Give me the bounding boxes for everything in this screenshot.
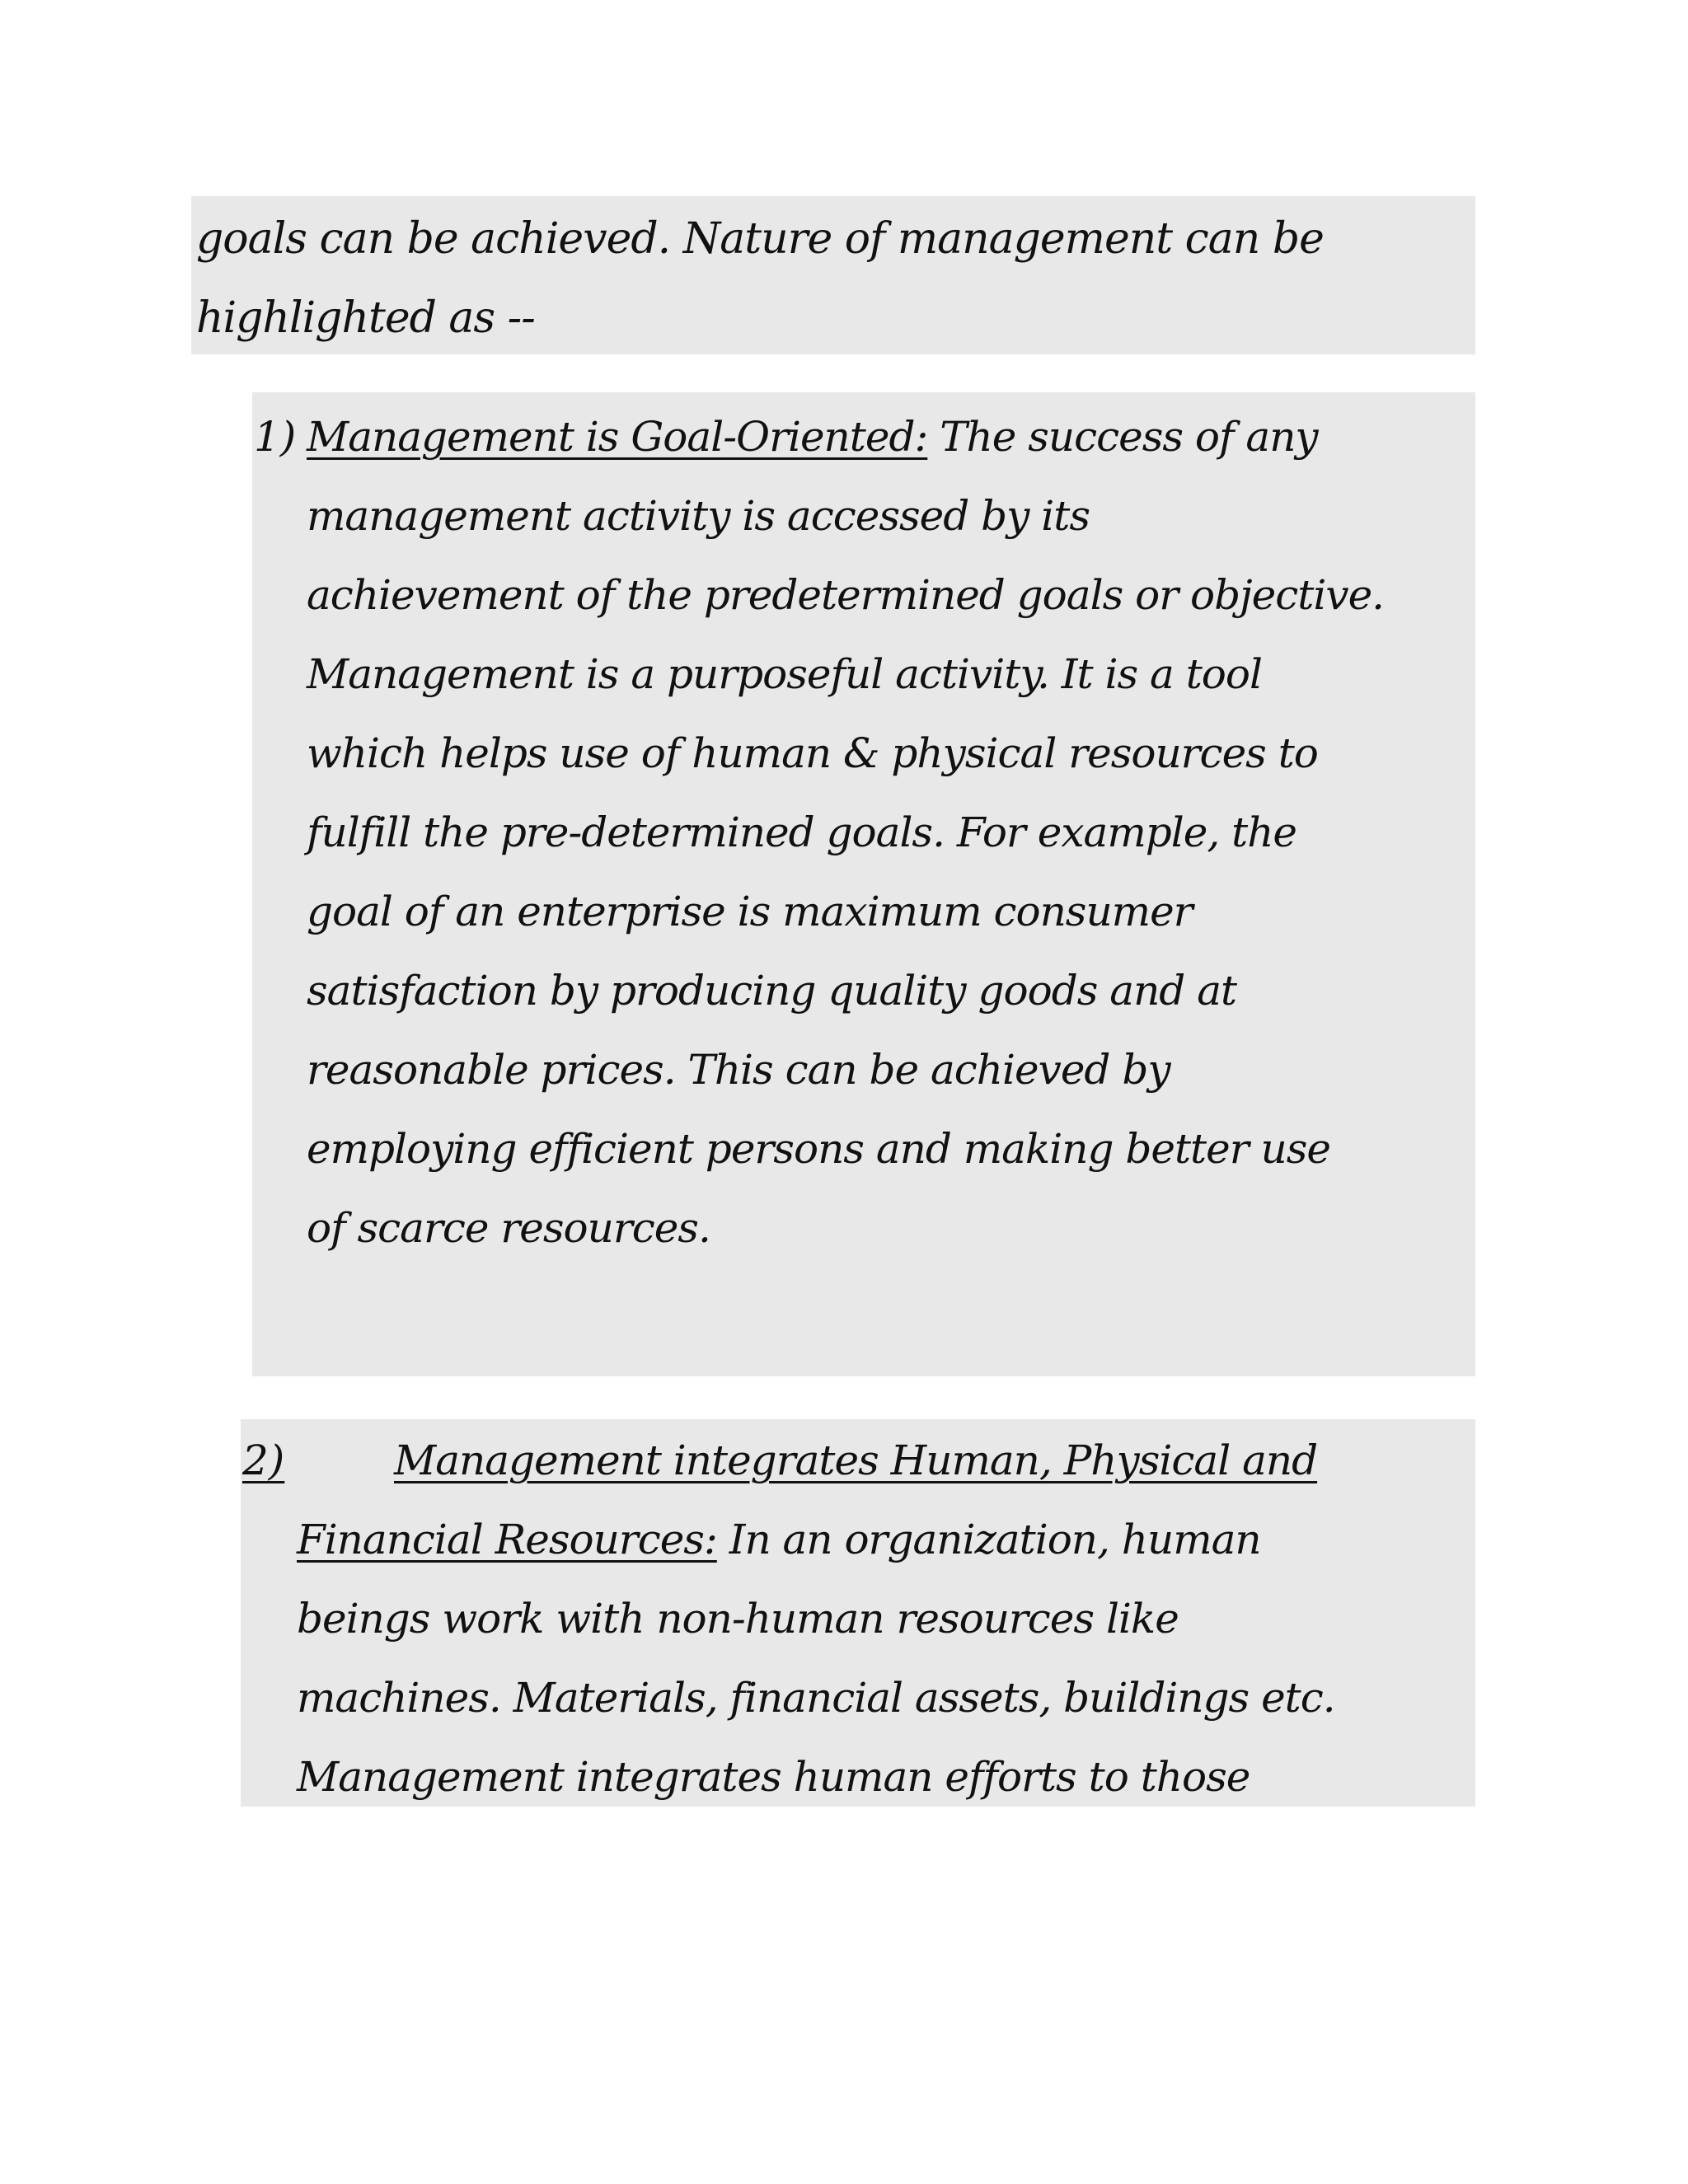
intro-text (196, 199, 1475, 358)
point-2-line: machines. Materials, financial assets, buildings etc. (297, 1674, 1335, 1722)
point-2-second-line-text: In an organization, human (716, 1516, 1261, 1563)
point-1-section (252, 392, 1475, 1376)
point-1-line: satisfaction by producing quality goods and at (307, 967, 1237, 1015)
point-1-line: fulfill the pre-determined goals. For example, the (307, 808, 1297, 856)
point-1-line: achievement of the predetermined goals or objective. (307, 571, 1385, 619)
point-2-section (241, 1419, 1475, 1807)
point-1-line: reasonable prices. This can be achieved by (307, 1046, 1170, 1094)
point-2-heading-line-1: Management integrates Human, Physical and (394, 1436, 1318, 1484)
point-2-line: Management integrates human efforts to those (297, 1753, 1250, 1801)
point-1-body (307, 397, 1384, 1268)
point-2-body (297, 1500, 1335, 1816)
point-2-number: 2) (242, 1436, 285, 1484)
point-2-second-line (297, 1500, 1335, 1579)
point-2-line: beings work with non-human resources like (297, 1595, 1179, 1643)
point-1-first-line-text: The success of any (927, 413, 1318, 461)
point-1-line: which helps use of human & physical resources to (307, 729, 1318, 777)
point-2-heading-line-2: Financial Resources: (297, 1516, 717, 1563)
point-1-heading: Management is Goal-Oriented: (307, 413, 928, 461)
point-1-line: of scarce resources. (307, 1204, 710, 1252)
intro-line: highlighted as -- (196, 293, 535, 343)
intro-paragraph (191, 196, 1475, 354)
point-1-first-line (307, 397, 1384, 476)
point-2-heading-first-line (394, 1421, 1317, 1500)
point-1-line: Management is a purposeful activity. It is a tool (307, 650, 1263, 698)
point-1-line: management activity is accessed by its (307, 492, 1090, 540)
point-1-line: goal of an enterprise is maximum consumer (307, 888, 1193, 935)
point-1-line: employing efficient persons and making better use (307, 1125, 1330, 1173)
intro-line: goals can be achieved. Nature of management can be (196, 214, 1324, 264)
point-1-number: 1) (254, 413, 297, 461)
